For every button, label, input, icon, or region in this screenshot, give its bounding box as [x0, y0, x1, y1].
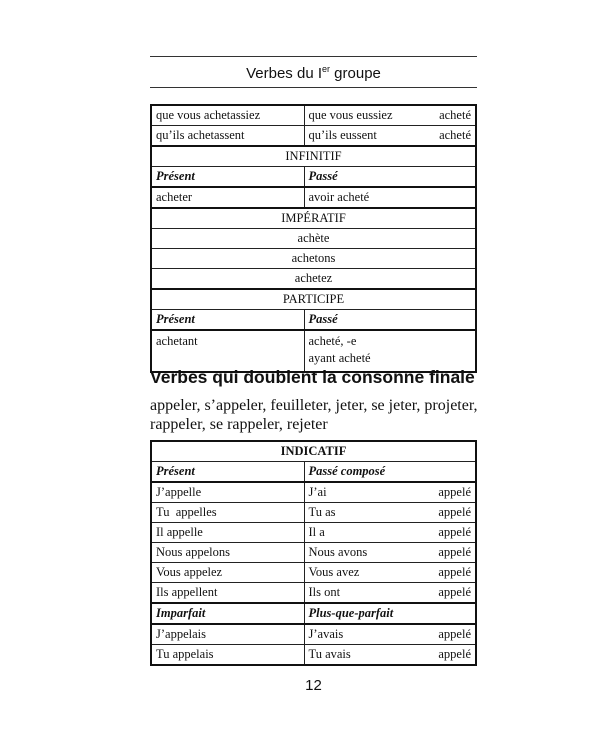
table-row: [151, 523, 476, 543]
auxiliary-form: J’avais: [308, 627, 344, 641]
column-header-row: [151, 167, 476, 188]
table-row: [151, 330, 476, 372]
section-header-row: [151, 289, 476, 310]
participle-form: appelé: [438, 545, 471, 559]
participle-form: appelé: [438, 565, 471, 579]
col-passe-label: Passé: [304, 167, 476, 188]
header-rule: [150, 87, 477, 88]
participle-form: acheté: [439, 108, 471, 122]
table-row: [151, 229, 476, 249]
table-row: [151, 583, 476, 604]
verb-list: appeler, s’appeler, feuilleter, jeter, se jeter, projeter, rappeler, se rappeler, rejeter: [150, 397, 478, 433]
table-row: [151, 563, 476, 583]
auxiliary-form: qu’ils eussent: [308, 128, 377, 142]
auxiliary-form: Ils ont: [308, 585, 341, 599]
col-passe-compose-label: Passé composé: [304, 462, 476, 483]
auxiliary-form: Il a: [308, 525, 325, 539]
section-header-row: [151, 208, 476, 229]
participle-form: appelé: [438, 525, 471, 539]
present-form: Il appelle: [151, 523, 304, 543]
column-header-row: [151, 603, 476, 624]
section-title: Verbes qui doublent la consonne finale: [150, 367, 475, 387]
subjonctif-form: qu’ils achetassent: [151, 126, 304, 147]
col-imparfait-label: Imparfait: [151, 603, 304, 624]
present-form: Vous appelez: [151, 563, 304, 583]
participle-form: acheté: [439, 128, 471, 142]
auxiliary-form: Nous avons: [308, 545, 368, 559]
imperatif-form: achetons: [151, 249, 476, 269]
col-present-label: Présent: [151, 462, 304, 483]
auxiliary-form: que vous eussiez: [308, 108, 393, 122]
participle-form: appelé: [438, 627, 471, 641]
table-row: [151, 105, 476, 126]
participe-present: achetant: [151, 330, 304, 372]
column-header-row: [151, 462, 476, 483]
auxiliary-form: Tu as: [308, 505, 336, 519]
indicatif-heading: INDICATIF: [151, 441, 476, 462]
table-row: [151, 624, 476, 645]
table-row: [151, 543, 476, 563]
auxiliary-form: Vous avez: [308, 565, 360, 579]
col-plus-que-parfait-label: Plus-que-parfait: [304, 603, 476, 624]
col-present-label: Présent: [151, 310, 304, 331]
table-row: [151, 503, 476, 523]
participle-form: appelé: [438, 585, 471, 599]
present-form: Tu appelles: [151, 503, 304, 523]
infinitif-present: acheter: [151, 187, 304, 208]
column-header-row: [151, 310, 476, 331]
participe-heading: PARTICIPE: [151, 289, 476, 310]
conjugation-table-acheter: [150, 104, 477, 373]
present-form: Ils appellent: [151, 583, 304, 604]
infinitif-passe: avoir acheté: [304, 187, 476, 208]
present-form: Nous appelons: [151, 543, 304, 563]
present-form: J’appelle: [151, 482, 304, 503]
imparfait-form: Tu appelais: [151, 645, 304, 666]
table-row: [151, 269, 476, 290]
imperatif-form: achète: [151, 229, 476, 249]
col-passe-label: Passé: [304, 310, 476, 331]
page-number: 12: [305, 677, 322, 694]
section-header-row: [151, 441, 476, 462]
subjonctif-form: que vous achetassiez: [151, 105, 304, 126]
running-head: Verbes du Ier groupe: [246, 64, 381, 82]
infinitif-heading: INFINITIF: [151, 146, 476, 167]
participle-form: appelé: [438, 485, 471, 499]
table-row: [151, 482, 476, 503]
top-rule: [150, 56, 477, 57]
conjugation-table-appeler: [150, 440, 477, 666]
auxiliary-form: J’ai: [308, 485, 327, 499]
participe-passe: acheté, -e ayant acheté: [304, 330, 476, 372]
imperatif-heading: IMPÉRATIF: [151, 208, 476, 229]
table-row: [151, 249, 476, 269]
table-row: [151, 187, 476, 208]
col-present-label: Présent: [151, 167, 304, 188]
section-header-row: [151, 146, 476, 167]
imperatif-form: achetez: [151, 269, 476, 290]
imparfait-form: J’appelais: [151, 624, 304, 645]
table-row: [151, 126, 476, 147]
participle-form: appelé: [438, 505, 471, 519]
auxiliary-form: Tu avais: [308, 647, 351, 661]
table-row: [151, 645, 476, 666]
participle-form: appelé: [438, 647, 471, 661]
